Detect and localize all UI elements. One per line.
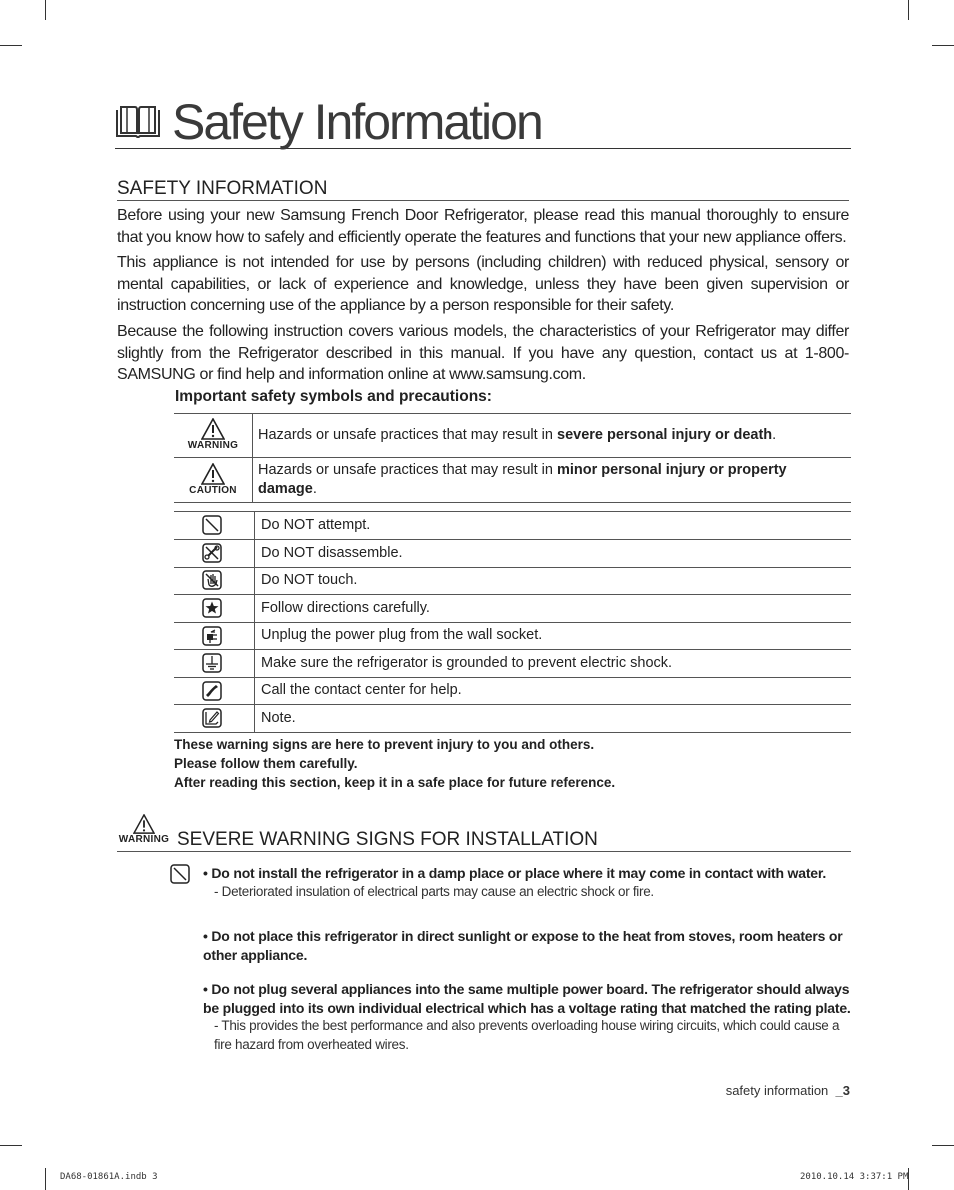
safety-note: Please follow them carefully.	[174, 756, 358, 771]
table-rule	[174, 502, 851, 503]
table-rule	[174, 413, 851, 414]
symbol-row-text: Do NOT attempt.	[261, 517, 371, 533]
intended-use-paragraph: This appliance is not intended for use by persons (including children) with reduced physical, sensory or mental capabilities, or lack of experience and knowledge, unless they have been given supervision or instruction concerning use of the appliance by a person responsible for their safety.	[117, 254, 849, 314]
warning-description: Hazards or unsafe practices that may result in severe personal injury or death.	[258, 427, 777, 443]
warning-symbol	[178, 418, 248, 451]
warning-bullet: • Do not place this refrigerator in direct sunlight or expose to the heat from stoves, room heaters or other appliance.	[203, 928, 843, 963]
caution-symbol	[178, 463, 248, 496]
warning-triangle-icon	[133, 814, 155, 834]
warning-label: WARNING	[118, 834, 170, 845]
warning-bullet: • Do not install the refrigerator in a damp place or place where it may come in contact with water.	[203, 865, 827, 881]
phone-icon	[202, 681, 222, 701]
safety-note: After reading this section, keep it in a safe place for future reference.	[174, 775, 616, 790]
print-slug-date: 2010.10.14 3:37:1 PM	[800, 1172, 909, 1182]
prohibited-icon	[202, 515, 222, 535]
symbol-row-text: Call the contact center for help.	[261, 682, 462, 698]
page-title-row	[115, 94, 851, 150]
symbols-heading: Important safety symbols and precautions:	[175, 388, 492, 405]
safety-note: These warning signs are here to prevent injury to you and others.	[174, 737, 595, 752]
note-icon	[202, 708, 222, 728]
caution-description: Hazards or unsafe practices that may result in minor personal injury or property damage.	[258, 462, 787, 497]
models-paragraph: Because the following instruction covers various models, the characteristics of your Refrigerator may differ slightly from the Refrigerator described in this manual. If you have any question, contact us at 1-800-SAMSUNG or find help and information online at www.samsung.com.	[117, 323, 849, 383]
section-heading-safety-information: SAFETY INFORMATION	[117, 178, 328, 199]
table-rule	[174, 677, 851, 678]
caution-triangle-icon	[201, 463, 225, 485]
section-heading-severe-warning: SEVERE WARNING SIGNS FOR INSTALLATION	[177, 829, 598, 850]
symbol-row-text: Unplug the power plug from the wall socket.	[261, 627, 543, 643]
section-rule	[117, 851, 851, 852]
table-rule	[174, 732, 851, 733]
caution-label: CAUTION	[189, 485, 237, 496]
table-rule	[174, 457, 851, 458]
page-title: Safety Information	[172, 94, 542, 150]
symbol-row-text: Do NOT disassemble.	[261, 545, 403, 561]
symbol-row-text: Do NOT touch.	[261, 572, 358, 588]
section-warning-symbol	[116, 814, 172, 845]
symbol-row-text: Note.	[261, 710, 296, 726]
section-rule	[117, 200, 849, 201]
intro-paragraph: Before using your new Samsung French Door Refrigerator, please read this manual thoroughly to ensure that you know how to safely and efficiently operate the features and functions that your new appliance offers.	[117, 207, 849, 246]
warning-bullet-detail: - Deteriorated insulation of electrical parts may cause an electric shock or fire.	[214, 884, 654, 899]
warning-label: WARNING	[187, 440, 239, 451]
table-rule	[174, 594, 851, 595]
ground-icon	[202, 653, 222, 673]
table-rule	[174, 511, 851, 512]
follow-directions-icon	[202, 598, 222, 618]
table-rule	[174, 622, 851, 623]
book-icon	[115, 106, 161, 140]
unplug-icon	[202, 626, 222, 646]
table-rule	[174, 567, 851, 568]
prohibited-icon	[170, 864, 190, 884]
table-divider	[252, 413, 253, 502]
table-rule	[174, 539, 851, 540]
print-slug-file: DA68-01861A.indb 3	[60, 1172, 158, 1182]
warning-bullet: • Do not plug several appliances into the same multiple power board. The refrigerator should always be plugged into its own individual electrical which has a voltage rating that matched the rating plate.	[203, 981, 851, 1016]
symbol-row-text: Follow directions carefully.	[261, 600, 430, 616]
no-touch-icon	[202, 570, 222, 590]
no-disassemble-icon	[202, 543, 222, 563]
table-divider	[254, 511, 255, 732]
page-footer: safety information _3	[725, 1083, 850, 1098]
warning-bullet-detail: - This provides the best performance and also prevents overloading house wiring circuits, which could cause a fire hazard from overheated wires.	[214, 1018, 840, 1052]
symbol-row-text: Make sure the refrigerator is grounded to prevent electric shock.	[261, 655, 673, 671]
warning-triangle-icon	[201, 418, 225, 440]
table-rule	[174, 649, 851, 650]
table-rule	[174, 704, 851, 705]
